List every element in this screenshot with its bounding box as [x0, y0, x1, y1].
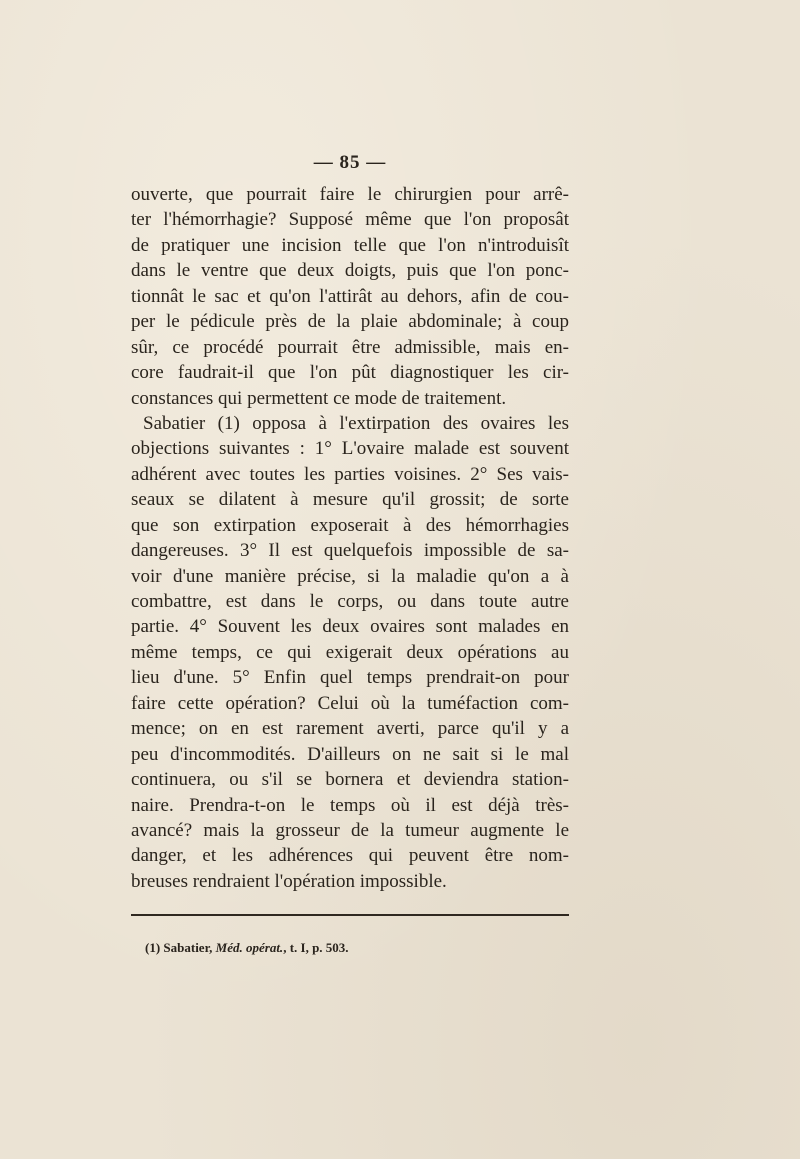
text-line: dangereuses. 3° Il est quelquefois impossible de sa-	[131, 540, 569, 562]
footnote-divider	[131, 914, 569, 916]
text-line: seaux se dilatent à mesure qu'il grossit; de sorte	[131, 489, 569, 511]
text-line: faire cette opération? Celui où la tuméfaction com-	[131, 692, 569, 714]
text-line: partie. 4° Souvent les deux ovaires sont malades en	[131, 616, 569, 638]
text-line: breuses rendraient l'opération impossible.	[131, 870, 447, 892]
text-line: lieu d'une. 5° Enfin quel temps prendrait-on pour	[131, 667, 569, 689]
text-line: danger, et les adhérences qui peuvent être nom-	[131, 845, 569, 867]
text-line: tionnât le sac et qu'on l'attirât au dehors, afin de cou-	[131, 285, 569, 307]
text-line: de pratiquer une incision telle que l'on n'introduisît	[131, 234, 569, 256]
text-line: objections suivantes : 1° L'ovaire malade est souvent	[131, 438, 569, 460]
text-line: combattre, est dans le corps, ou dans toute autre	[131, 591, 569, 612]
text-line: dans le ventre que deux doigts, puis que l'on ponc-	[131, 260, 569, 282]
text-line: que son extirpation exposerait à des hémorrhagies	[131, 514, 569, 536]
text-line: continuera, ou s'il se bornera et deviendra station-	[131, 769, 569, 791]
text-line: voir d'une manière précise, si la maladie qu'on a à	[131, 565, 569, 587]
text-line: core faudrait-il que l'on pût diagnostiquer les cir-	[131, 362, 569, 384]
text-line: même temps, ce qui exigerait deux opérations au	[131, 641, 569, 663]
text-line: mence; on en est rarement averti, parce qu'il y a	[131, 718, 569, 740]
text-line: ter l'hémorrhagie? Supposé même que l'on proposât	[131, 209, 569, 231]
text-line: sûr, ce procédé pourrait être admissible, mais en-	[131, 336, 569, 358]
footnote-reference: , t. I, p. 503.	[283, 940, 349, 955]
text-line: peu d'incommodités. D'ailleurs on ne sait si le mal	[131, 743, 569, 765]
footnote-prefix: (1) Sabatier,	[145, 940, 216, 955]
text-line: Sabatier (1) opposa à l'extirpation des ovaires les	[143, 412, 569, 434]
text-line: adhérent avec toutes les parties voisines. 2° Ses vais-	[131, 463, 569, 485]
page-number: — 85 —	[313, 152, 387, 173]
text-line: ouverte, que pourrait faire le chirurgien pour arrê-	[131, 184, 569, 205]
footnote	[145, 940, 349, 956]
footnote-work-title: Méd. opérat.	[215, 940, 284, 955]
text-line: per le pédicule près de la plaie abdominale; à coup	[131, 311, 569, 333]
text-line: avancé? mais la grosseur de la tumeur augmente le	[131, 819, 569, 841]
text-line: naire. Prendra-t-on le temps où il est déjà très-	[131, 794, 569, 816]
body-text	[131, 182, 569, 894]
text-line: constances qui permettent ce mode de traitement.	[131, 387, 507, 409]
